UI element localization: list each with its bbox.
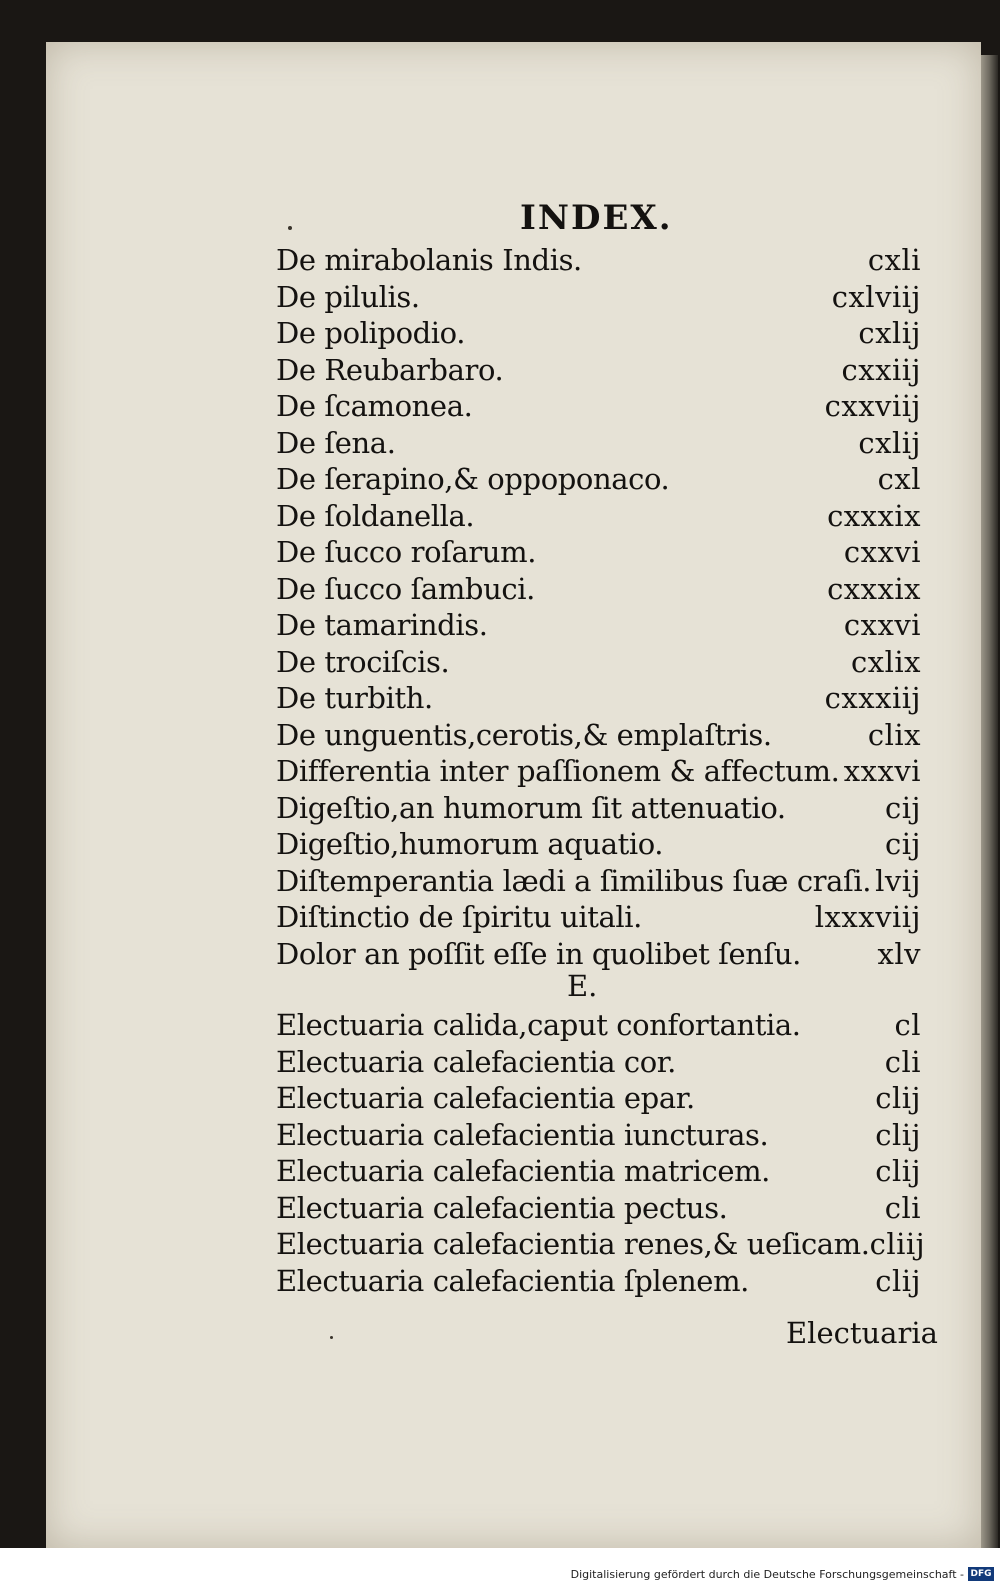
entry-title: De ſucco ſambuci. — [276, 571, 535, 606]
index-entry — [276, 426, 921, 463]
index-entry — [276, 1008, 921, 1045]
index-entry — [276, 353, 921, 390]
entry-folio: cxxxix — [827, 498, 921, 533]
index-entry — [276, 718, 921, 755]
entry-folio: cij — [884, 790, 921, 825]
entry-title: Dolor an poſſit eſſe in quolibet ſenſu. — [276, 936, 801, 971]
index-entries-d — [276, 243, 921, 973]
entry-title: Electuaria calefacientia cor. — [276, 1044, 676, 1079]
index-entry — [276, 937, 921, 974]
entry-title: De ſcamonea. — [276, 389, 473, 423]
entry-folio: lxxxviij — [814, 900, 921, 934]
entry-folio: cxxvi — [843, 535, 921, 569]
digitization-footer — [0, 1548, 1000, 1595]
entry-title: De mirabolanis Indis. — [276, 243, 582, 277]
entry-folio: xlv — [877, 936, 921, 971]
page-heading: INDEX. — [520, 198, 673, 238]
entry-title: De tamarindis. — [276, 608, 488, 642]
entry-title: De trociſcis. — [276, 644, 450, 679]
entry-folio: clij — [875, 1117, 921, 1152]
entry-title: De ſerapino,& oppoponaco. — [276, 462, 670, 496]
entry-title: De ſucco roſarum. — [276, 535, 537, 569]
index-entry — [276, 827, 921, 864]
entry-folio: lvij — [875, 863, 921, 898]
index-entry — [276, 608, 921, 645]
entry-title: Electuaria calefacientia epar. — [276, 1081, 695, 1115]
section-letter: E. — [567, 969, 598, 1003]
index-entry — [276, 1191, 921, 1228]
index-entry — [276, 280, 921, 317]
entry-folio: cxxviij — [824, 389, 921, 423]
index-entry — [276, 1154, 921, 1191]
entry-title: Electuaria calefacientia iuncturas. — [276, 1117, 769, 1152]
entry-title: De turbith. — [276, 681, 433, 715]
ink-speck — [330, 1336, 333, 1339]
entry-folio: cxlij — [858, 316, 921, 350]
entry-title: Electuaria calefacientia ſplenem. — [276, 1263, 749, 1298]
entry-folio: cxlix — [850, 644, 921, 679]
footer-credit: Digitalisierung gefördert durch die Deutsche Forschungsgemeinschaft - — [570, 1568, 964, 1581]
index-entry — [276, 535, 921, 572]
entry-folio: cxxxix — [827, 571, 921, 606]
entry-title: De polipodio. — [276, 316, 466, 350]
index-entry — [276, 1227, 926, 1264]
index-entry — [276, 900, 921, 937]
entry-title: Digeſtio,an humorum ſit attenuatio. — [276, 790, 786, 825]
index-entry — [276, 1264, 921, 1301]
entry-folio: cli — [884, 1044, 921, 1079]
entry-title: Diſtemperantia lædi a ſimilibus ſuæ craſi. — [276, 863, 872, 898]
entry-folio: cl — [894, 1008, 921, 1042]
entry-title: Electuaria calefacientia pectus. — [276, 1190, 728, 1225]
index-entry — [276, 316, 921, 353]
entry-folio: clij — [875, 1081, 921, 1115]
index-entry — [276, 1045, 921, 1082]
entry-title: De ſena. — [276, 425, 396, 460]
entry-title: Electuaria calefacientia matricem. — [276, 1154, 770, 1188]
index-entry — [276, 791, 921, 828]
entry-folio: cli — [884, 1190, 921, 1225]
index-entry — [276, 499, 921, 536]
entry-title: De ſoldanella. — [276, 498, 475, 533]
index-entry — [276, 462, 921, 499]
entry-folio: cij — [884, 827, 921, 861]
entry-folio: cxlij — [858, 425, 921, 460]
entry-folio: xxxvi — [843, 754, 921, 788]
index-entry — [276, 681, 921, 718]
index-entry — [276, 1118, 921, 1155]
entry-folio: cxl — [877, 462, 921, 496]
index-entry — [276, 243, 921, 280]
entry-folio: cliij — [869, 1227, 926, 1261]
index-entry — [276, 645, 921, 682]
entry-folio: cxxiij — [841, 352, 921, 387]
entry-title: De Reubarbaro. — [276, 352, 504, 387]
entry-title: De pilulis. — [276, 279, 420, 314]
entry-folio: clij — [875, 1154, 921, 1188]
index-entries-e — [276, 1008, 926, 1300]
entry-folio: cxlviij — [831, 279, 921, 314]
dfg-logo: DFG — [968, 1567, 994, 1581]
index-entry — [276, 754, 921, 791]
entry-folio: cxli — [867, 243, 921, 277]
entry-folio: cxxvi — [843, 608, 921, 642]
entry-title: Electuaria calefacientia renes,& ueſicam. — [276, 1227, 870, 1261]
ink-speck — [288, 226, 292, 230]
entry-title: Digeſtio,humorum aquatio. — [276, 827, 664, 861]
entry-folio: clij — [875, 1263, 921, 1298]
index-entry — [276, 389, 921, 426]
index-entry — [276, 864, 921, 901]
entry-title: De unguentis,cerotis,& emplaſtris. — [276, 717, 772, 752]
index-entry — [276, 1081, 921, 1118]
index-entry — [276, 572, 921, 609]
entry-title: Electuaria calida,caput confortantia. — [276, 1008, 801, 1042]
entry-folio: cxxxiij — [824, 681, 921, 715]
entry-title: Differentia inter paſſionem & affectum. — [276, 754, 840, 788]
entry-folio: clix — [867, 717, 921, 752]
entry-title: Diſtinctio de ſpiritu uitali. — [276, 900, 642, 934]
catchword: Electuaria — [786, 1316, 938, 1350]
